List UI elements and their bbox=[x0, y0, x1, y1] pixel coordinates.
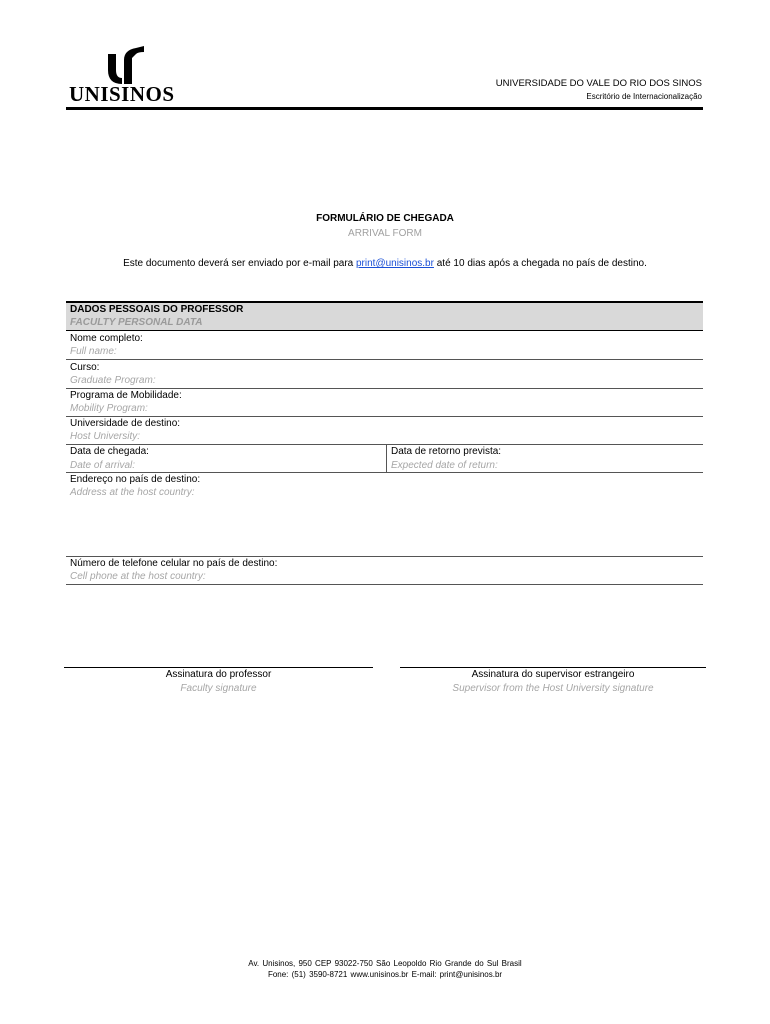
arrival-date-label: Data de chegada: bbox=[70, 446, 149, 457]
professor-signature-label: Assinatura do professor bbox=[165, 669, 272, 680]
footer-address: Av. Unisinos, 950 CEP 93022-750 São Leopoldo Rio Grande do Sul Brasil bbox=[248, 959, 522, 968]
arrival-date-field[interactable]: Date of arrival: bbox=[70, 460, 136, 471]
professor-signature-hint: Faculty signature bbox=[180, 683, 257, 694]
logo-wordmark: UNISINOS bbox=[69, 82, 175, 106]
phone-field[interactable]: Cell phone at the host country: bbox=[70, 571, 206, 582]
form-subtitle: ARRIVAL FORM bbox=[348, 228, 422, 239]
return-date-label: Data de retorno prevista: bbox=[391, 446, 502, 457]
header-divider bbox=[66, 107, 703, 110]
footer-contact: Fone: (51) 3590-8721 www.unisinos.br E-mail: print@unisinos.br bbox=[267, 970, 503, 979]
supervisor-signature-hint: Supervisor from the Host University signature bbox=[452, 683, 654, 694]
full-name-field[interactable]: Full name: bbox=[70, 346, 117, 357]
row-divider bbox=[66, 359, 703, 360]
section-title: DADOS PESSOAIS DO PROFESSOR bbox=[70, 304, 244, 315]
unisinos-logo-icon bbox=[104, 46, 148, 86]
program-field[interactable]: Graduate Program: bbox=[70, 375, 156, 386]
column-divider bbox=[386, 444, 387, 472]
host-university-label: Universidade de destino: bbox=[70, 418, 181, 429]
full-name-label: Nome completo: bbox=[70, 333, 143, 344]
address-label: Endereço no país de destino: bbox=[70, 474, 201, 485]
row-divider bbox=[66, 444, 703, 445]
form-title: FORMULÁRIO DE CHEGADA bbox=[316, 213, 454, 224]
phone-label: Número de telefone celular no país de destino: bbox=[70, 558, 278, 569]
mobility-field[interactable]: Mobility Program: bbox=[70, 403, 148, 414]
instruction-after: até 10 dias após a chegada no país de destino. bbox=[433, 258, 647, 269]
section-subtitle: FACULTY PERSONAL DATA bbox=[70, 317, 203, 328]
mobility-label: Programa de Mobilidade: bbox=[70, 390, 182, 401]
row-divider bbox=[66, 472, 703, 473]
row-divider bbox=[66, 388, 703, 389]
return-date-field[interactable]: Expected date of return: bbox=[391, 460, 498, 471]
professor-signature-line[interactable] bbox=[64, 667, 373, 668]
program-label: Curso: bbox=[70, 362, 100, 373]
institution-name: UNIVERSIDADE DO VALE DO RIO DOS SINOS bbox=[495, 78, 702, 89]
instruction-before: Este documento deverá ser enviado por e-mail para bbox=[123, 258, 356, 269]
email-link[interactable]: print@unisinos.br bbox=[355, 258, 434, 269]
address-field[interactable]: Address at the host country: bbox=[70, 487, 195, 498]
supervisor-signature-label: Assinatura do supervisor estrangeiro bbox=[471, 669, 635, 680]
row-divider bbox=[66, 416, 703, 417]
row-divider bbox=[66, 584, 703, 585]
host-university-field[interactable]: Host University: bbox=[70, 431, 141, 442]
instruction-text bbox=[0, 258, 770, 270]
supervisor-signature-line[interactable] bbox=[400, 667, 706, 668]
department-name: Escritório de Internacionalização bbox=[586, 92, 702, 101]
row-divider bbox=[66, 556, 703, 557]
